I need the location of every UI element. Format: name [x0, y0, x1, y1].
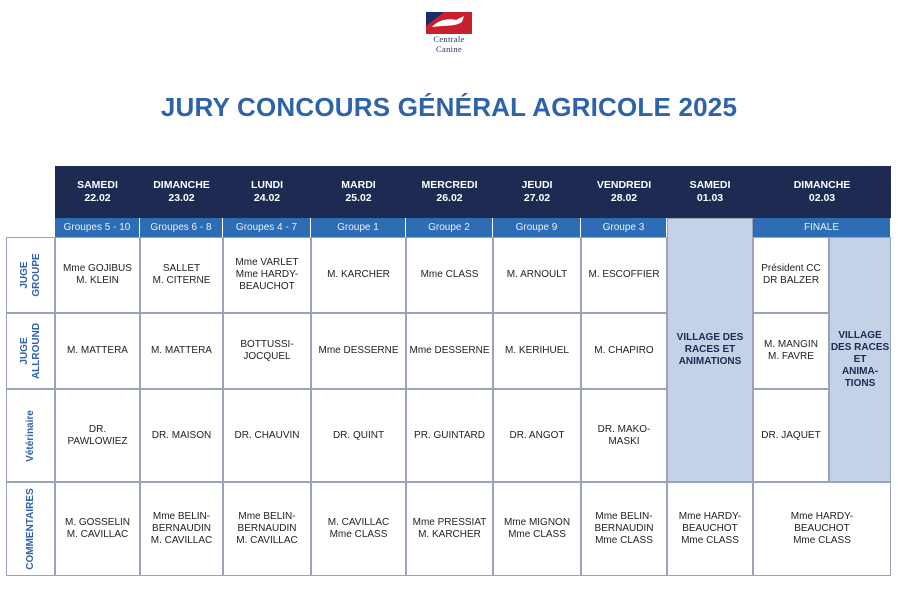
group-label-5: Groupe 2 [406, 218, 493, 237]
cell-juge-groupe-9: Président CC DR BALZER [753, 237, 829, 313]
row-label-text: JUGE ALLROUND [18, 322, 42, 380]
cell-veterinaire-2: DR. MAISON [140, 389, 223, 482]
header-day-8 [667, 166, 753, 218]
logo-line-1: Centrale [433, 34, 465, 44]
day-date: 23.02 [168, 192, 195, 204]
cell-commentaires-8: Mme HARDY- BEAUCHOT Mme CLASS [667, 482, 753, 576]
header-day-2 [140, 166, 223, 218]
day-date: 24.02 [253, 192, 281, 204]
day-date: 22.02 [84, 192, 111, 204]
cell-juge-allround-2: M. MATTERA [140, 313, 223, 389]
header-day-1 [55, 166, 140, 218]
cell-commentaires-9: Mme HARDY- BEAUCHOT Mme CLASS [753, 482, 891, 576]
header-day-5 [406, 166, 493, 218]
village-des-races-samedi: VILLAGE DES RACES ET ANIMATIONS [667, 218, 753, 482]
cell-veterinaire-4: DR. QUINT [311, 389, 406, 482]
cell-commentaires-5: Mme PRESSIAT M. KARCHER [406, 482, 493, 576]
cell-veterinaire-6: DR. ANGOT [493, 389, 581, 482]
village-des-races-dimanche: VILLAGE DES RACES ET ANIMA- TIONS [829, 237, 891, 482]
cell-juge-allround-1: M. MATTERA [55, 313, 140, 389]
group-label-7: Groupe 3 [581, 218, 667, 237]
group-label-2: Groupes 6 - 8 [140, 218, 223, 237]
cell-commentaires-7: Mme BELIN- BERNAUDIN Mme CLASS [581, 482, 667, 576]
cell-juge-allround-5: Mme DESSERNE [406, 313, 493, 389]
day-name: SAMEDI [77, 179, 118, 191]
cell-veterinaire-9: DR. JAQUET [753, 389, 829, 482]
row-label-juge-groupe [6, 237, 55, 313]
cell-juge-groupe-2: SALLET M. CITERNE [140, 237, 223, 313]
day-name: MERCREDI [421, 179, 478, 191]
group-label-1: Groupes 5 - 10 [55, 218, 140, 237]
row-label-text: JUGE GROUPE [18, 253, 42, 297]
cell-commentaires-2: Mme BELIN- BERNAUDIN M. CAVILLAC [140, 482, 223, 576]
day-name: DIMANCHE [153, 179, 210, 191]
cell-veterinaire-3: DR. CHAUVIN [223, 389, 311, 482]
day-name: VENDREDI [596, 179, 652, 191]
day-name: MARDI [341, 179, 376, 191]
day-date: 27.02 [523, 192, 551, 204]
dog-logo-icon [426, 12, 472, 34]
cell-juge-groupe-1: Mme GOJIBUS M. KLEIN [55, 237, 140, 313]
day-name: JEUDI [521, 179, 553, 191]
cell-juge-groupe-5: Mme CLASS [406, 237, 493, 313]
cell-juge-groupe-6: M. ARNOULT [493, 237, 581, 313]
cell-juge-groupe-7: M. ESCOFFIER [581, 237, 667, 313]
centrale-canine-logo [425, 12, 473, 54]
day-date: 02.03 [808, 192, 836, 204]
group-label-4: Groupe 1 [311, 218, 406, 237]
header-day-7 [581, 166, 667, 218]
row-label-text: Vétérinaire [24, 409, 36, 462]
group-label-3: Groupes 4 - 7 [223, 218, 311, 237]
day-name: DIMANCHE [793, 179, 851, 191]
day-date: 26.02 [436, 192, 463, 204]
row-label-commentaires [6, 482, 55, 576]
logo-line-2: Canine [436, 44, 462, 54]
header-day-4 [311, 166, 406, 218]
group-label-6: Groupe 9 [493, 218, 581, 237]
header-day-3 [223, 166, 311, 218]
row-label-text: COMMENTAIRES [24, 488, 36, 570]
header-day-6 [493, 166, 581, 218]
cell-juge-allround-7: M. CHAPIRO [581, 313, 667, 389]
day-name: SAMEDI [689, 179, 731, 191]
day-date: 25.02 [345, 192, 372, 204]
cell-veterinaire-5: PR. GUINTARD [406, 389, 493, 482]
header-day-9 [753, 166, 891, 218]
group-label-9: FINALE [753, 218, 891, 237]
day-name: LUNDI [250, 179, 284, 191]
cell-commentaires-4: M. CAVILLAC Mme CLASS [311, 482, 406, 576]
cell-juge-groupe-3: Mme VARLET Mme HARDY- BEAUCHOT [223, 237, 311, 313]
cell-juge-allround-6: M. KERIHUEL [493, 313, 581, 389]
row-label-veterinaire [6, 389, 55, 482]
cell-juge-groupe-4: M. KARCHER [311, 237, 406, 313]
cell-commentaires-6: Mme MIGNON Mme CLASS [493, 482, 581, 576]
cell-commentaires-1: M. GOSSELIN M. CAVILLAC [55, 482, 140, 576]
day-date: 28.02 [610, 192, 638, 204]
cell-juge-allround-3: BOTTUSSI- JOCQUEL [223, 313, 311, 389]
page-title: JURY CONCOURS GÉNÉRAL AGRICOLE 2025 [160, 92, 738, 122]
cell-commentaires-3: Mme BELIN- BERNAUDIN M. CAVILLAC [223, 482, 311, 576]
cell-juge-allround-4: Mme DESSERNE [311, 313, 406, 389]
day-date: 01.03 [696, 192, 724, 204]
cell-veterinaire-1: DR. PAWLOWIEZ [55, 389, 140, 482]
cell-veterinaire-7: DR. MAKO- MASKI [581, 389, 667, 482]
row-label-juge-allround [6, 313, 55, 389]
cell-juge-allround-9: M. MANGIN M. FAVRE [753, 313, 829, 389]
